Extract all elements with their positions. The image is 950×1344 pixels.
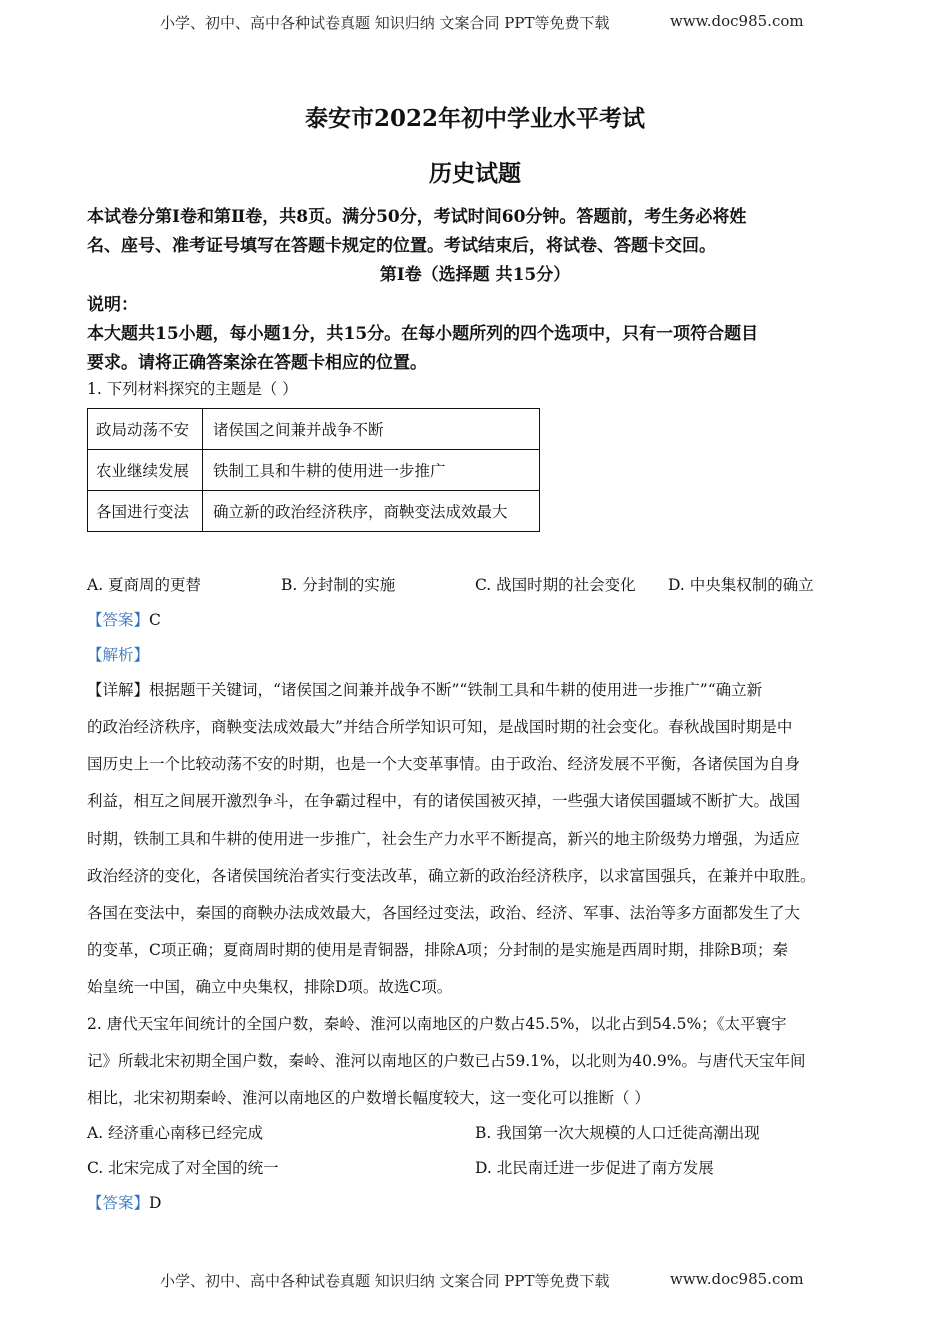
q1-detail-line-4: 利益，相互之间展开激烈争斗，在争霸过程中，有的诸侯国被灭掉，一些强大诸侯国疆域不断扩大。战国 [87, 792, 801, 810]
q1-detail-line-7: 各国在变法中，秦国的商鞅办法成效最大，各国经过变法，政治、经济、军事、法治等多方面都发生了大 [87, 904, 801, 922]
table-cell-topic: 农业继续发展 [88, 450, 203, 491]
q1-option-a: A. 夏商周的更替 [87, 576, 202, 594]
q1-option-d: D. 中央集权制的确立 [668, 576, 814, 594]
q1-detail-line-6: 政治经济的变化，各诸侯国统治者实行变法改革，确立新的政治经济秩序，以求富国强兵，在兼并中取胜。 [87, 867, 816, 885]
instructions-line-2: 要求。请将正确答案涂在答题卡相应的位置。 [87, 353, 427, 373]
instructions-line-1: 本大题共15小题，每小题1分，共15分。在每小题所列的四个选项中，只有一项符合题目 [87, 324, 759, 344]
q2-stem-line-2: 记》所载北宋初期全国户数，秦岭、淮河以南地区的户数已占59.1%，以北则为40.9%。与唐代天宝年间 [87, 1052, 806, 1070]
q2-option-d: D. 北民南迁进一步促进了南方发展 [475, 1159, 714, 1177]
section-title: 第Ⅰ卷（选择题 共15分） [379, 265, 571, 285]
exam-title: 泰安市2022年初中学业水平考试 [304, 105, 645, 132]
q2-option-a: A. 经济重心南移已经完成 [87, 1124, 264, 1142]
table-row [88, 450, 540, 491]
instructions-label: 说明： [87, 295, 138, 315]
header-text: 小学、初中、高中各种试卷真题 知识归纳 文案合同 PPT等免费下载 [160, 14, 610, 32]
q1-detail-line-8: 的变革，C项正确；夏商周时期的使用是青铜器，排除A项；分封制的是实施是西周时期，排除B项；秦 [87, 941, 788, 959]
footer-url-link[interactable]: www.doc985.com [670, 1270, 804, 1288]
q1-analysis-label: 【解析】 [87, 646, 150, 664]
q1-stem: 1. 下列材料探究的主题是（ ） [87, 380, 298, 398]
footer-text: 小学、初中、高中各种试卷真题 知识归纳 文案合同 PPT等免费下载 [160, 1272, 610, 1290]
table-row [88, 409, 540, 450]
q2-option-b: B. 我国第一次大规模的人口迁徙高潮出现 [475, 1124, 760, 1142]
answer-value: D [149, 1194, 162, 1212]
q2-option-c: C. 北宋完成了对全国的统一 [87, 1159, 279, 1177]
intro-line-2: 名、座号、准考证号填写在答题卡规定的位置。考试结束后，将试卷、答题卡交回。 [87, 236, 716, 256]
answer-label: 【答案】 [87, 1194, 150, 1212]
q1-detail-line-5: 时期，铁制工具和牛耕的使用进一步推广，社会生产力水平不断提高，新兴的地主阶级势力增强，为适应 [87, 830, 801, 848]
q1-detail-line-1 [87, 678, 762, 700]
header-url-link[interactable]: www.doc985.com [670, 12, 804, 30]
table-cell-topic: 各国进行变法 [88, 491, 203, 532]
detail-text: 根据题干关键词，“诸侯国之间兼并战争不断”“铁制工具和牛耕的使用进一步推广”“确立新 [149, 681, 763, 699]
answer-value: C [149, 611, 161, 629]
q1-detail-line-2: 的政治经济秩序，商鞅变法成效最大”并结合所学知识可知，是战国时期的社会变化。春秋战国时期是中 [87, 718, 793, 736]
q2-stem-line-3: 相比，北宋初期秦岭、淮河以南地区的户数增长幅度较大，这一变化可以推断（ ） [87, 1089, 650, 1107]
q2-stem-line-1: 2. 唐代天宝年间统计的全国户数，秦岭、淮河以南地区的户数占45.5%，以北占到54.5%；《太平寰宇 [87, 1015, 787, 1033]
q1-material-table [87, 408, 540, 532]
table-row [88, 491, 540, 532]
q1-answer [87, 608, 161, 630]
q1-option-c: C. 战国时期的社会变化 [475, 576, 636, 594]
exam-subtitle: 历史试题 [429, 160, 521, 187]
table-cell-detail: 确立新的政治经济秩序，商鞅变法成效最大 [203, 491, 540, 532]
q1-option-b: B. 分封制的实施 [281, 576, 396, 594]
answer-label: 【答案】 [87, 611, 150, 629]
table-cell-topic: 政局动荡不安 [88, 409, 203, 450]
intro-line-1: 本试卷分第Ⅰ卷和第Ⅱ卷，共8页。满分50分，考试时间60分钟。答题前，考生务必将姓 [87, 207, 747, 227]
q1-detail-line-9: 始皇统一中国，确立中央集权，排除D项。故选C项。 [87, 978, 453, 996]
table-cell-detail: 诸侯国之间兼并战争不断 [203, 409, 540, 450]
detail-label: 【详解】 [87, 681, 150, 699]
table-cell-detail: 铁制工具和牛耕的使用进一步推广 [203, 450, 540, 491]
q2-answer [87, 1191, 161, 1213]
q1-detail-line-3: 国历史上一个比较动荡不安的时期，也是一个大变革事情。由于政治、经济发展不平衡，各诸侯国为自身 [87, 755, 801, 773]
